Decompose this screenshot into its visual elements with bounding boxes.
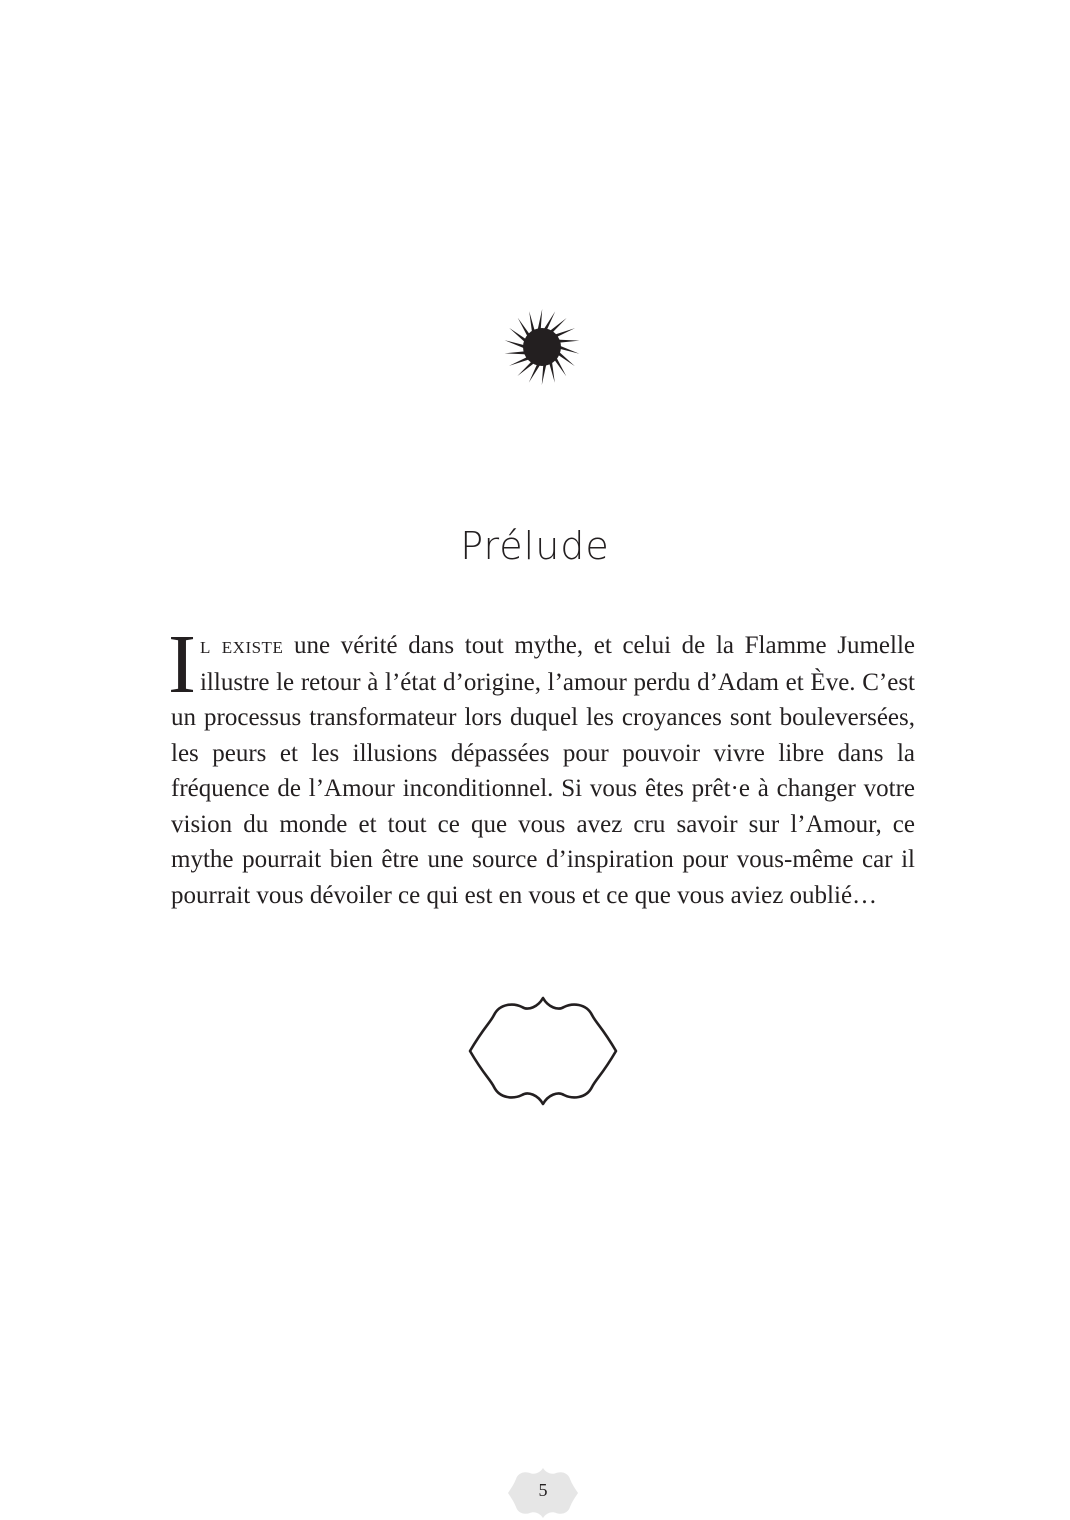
lead-in: l existe (199, 633, 284, 659)
body-text: une vérité dans tout mythe, et celui de la Flamme Jumelle illustre le retour à l’état d’origine, l’amour perdu d’Adam et Ève. C’est un processus transformateur lors duquel les croyances sont bouleversées, les peurs et les illusions dépassées pour pouvoir vivre libre dans la fréquence de l’Amour inconditionnel. Si vous êtes prêt·e à changer votre vision du monde et tout ce que vous avez cru savoir sur l’Amour, ce mythe pourrait bien être une source d’inspiration pour vous-même car il pourrait vous dévoiler ce qui est en vous et ce que vous aviez oublié… (171, 632, 915, 909)
page-number: 5 (538, 1480, 548, 1500)
chapter-title: Prélude (460, 524, 610, 568)
chapter-body (168, 618, 915, 913)
sun-icon (500, 305, 584, 389)
drop-cap: I (168, 618, 196, 711)
lotus-frame-icon (466, 995, 620, 1107)
